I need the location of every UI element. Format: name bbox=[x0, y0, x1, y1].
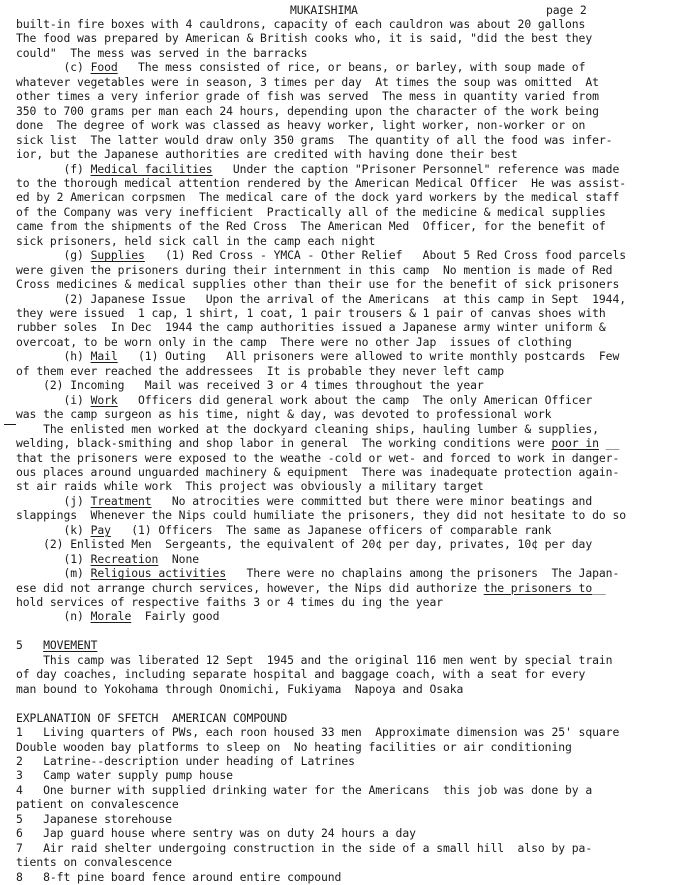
text-span: (2) Japanese Issue Upon the arrival of the Americans at this camp in Sept 1944, bbox=[16, 291, 626, 306]
text-span: 6 Jap guard house where sentry was on duty 24 hours a day bbox=[16, 826, 416, 841]
text-span: EXPLANATION OF SFETCH AMERICAN COMPOUND bbox=[16, 710, 288, 725]
text-span: came from the shipments of the Red Cross The American Med Officer, for the benefit of bbox=[16, 219, 606, 234]
text-span: (c) bbox=[16, 60, 91, 75]
text-span: The enlisted men worked at the dockyard cleaning ships, hauling lumber & supplies, bbox=[16, 421, 599, 436]
text-span: welding, black-smithing and shop labor in general The working conditions were bbox=[16, 436, 552, 451]
underlined-heading: Pay bbox=[90, 522, 111, 537]
underlined-heading: MOVEMENT bbox=[43, 638, 98, 653]
text-span: built-in fire boxes with 4 cauldrons, capacity of each cauldron was about 20 gallons bbox=[16, 17, 586, 31]
text-span: could" The mess was served in the barracks bbox=[16, 45, 308, 60]
text-span: (k) bbox=[16, 522, 91, 537]
text-span: 5 Japanese storehouse bbox=[16, 811, 172, 826]
text-span: 4 One burner with supplied drinking water for the Americans this job was done by a bbox=[16, 782, 593, 797]
text-span: (i) bbox=[16, 392, 91, 407]
text-line bbox=[16, 869, 341, 885]
text-span: Under the caption "Prisoner Personnel" reference was made bbox=[212, 161, 620, 176]
text-span: ous places around unguarded machinery & equipment There was inadequate protection again- bbox=[16, 464, 620, 479]
underlined-heading: poor in bbox=[551, 436, 599, 451]
text-span: (j) bbox=[16, 493, 91, 508]
text-span: of the Company was very inefficient Practically all of the medicine & medical supplies bbox=[16, 204, 606, 219]
text-span: (2) Incoming Mail was received 3 or 4 times throughout the year bbox=[16, 378, 484, 393]
margin-dash-mark bbox=[4, 424, 16, 425]
text-line bbox=[16, 608, 219, 624]
text-span: man bound to Yokohama through Onomichi, Fukiyama Napoya and Osaka bbox=[16, 681, 464, 696]
underlined-heading: Morale bbox=[90, 609, 132, 624]
text-span: This camp was liberated 12 Sept 1945 and the original 116 men went by special train bbox=[16, 652, 613, 667]
text-span: 8 8-ft pine board fence around entire compound bbox=[16, 869, 342, 884]
text-span: 3 Camp water supply pump house bbox=[16, 768, 233, 783]
text-span: patient on convalescence bbox=[16, 797, 179, 812]
text-span: No atrocities were committed but there were minor beatings and bbox=[151, 493, 593, 508]
text-span: slappings Whenever the Nips could humiliate the prisoners, they did not hesitate to do so bbox=[16, 508, 626, 523]
text-span: (g) bbox=[16, 248, 91, 263]
text-span: (1) Officers The same as Japanese officers of comparable rank bbox=[110, 522, 552, 537]
text-span: hold services of respective faiths 3 or 4 times du ing the year bbox=[16, 595, 443, 609]
text-span: overcoat, to be worn only in the camp There were no other Jap issues of clothing bbox=[16, 334, 572, 349]
text-span: None bbox=[158, 551, 200, 566]
underlined-heading: Food bbox=[90, 60, 118, 75]
text-span: of day coaches, including separate hospital and baggage coach, with a seat for every bbox=[16, 667, 586, 682]
text-span: done The degree of work was classed as heavy worker, light worker, non-worker or on bbox=[16, 118, 586, 133]
text-span: were given the prisoners during their internment in this camp No mention is made of Red bbox=[16, 262, 613, 277]
text-span: other times a very inferior grade of fish was served The mess in quantity varied from bbox=[16, 89, 599, 104]
text-span: whatever vegetables were in season, 3 times per day At times the soup was omitted At bbox=[16, 74, 599, 89]
text-span: (1) Red Cross - YMCA - Other Relief About 5 Red Cross food parcels bbox=[144, 248, 627, 263]
text-span: 2 Latrine--description under heading of Latrines bbox=[16, 753, 355, 768]
text-span: was the camp surgeon as his time, night & day, was devoted to professional work bbox=[16, 407, 552, 422]
text-span: to the thorough medical attention rendered by the American Medical Officer He was assist- bbox=[16, 175, 626, 190]
text-span: st air raids while work This project was obviously a military target bbox=[16, 479, 484, 494]
text-line bbox=[16, 681, 463, 697]
text-span: (m) bbox=[16, 566, 91, 581]
text-span: they were issued 1 cap, 1 shirt, 1 coat, 1 pair trousers & 1 pair of canvas shoes with bbox=[16, 306, 606, 320]
text-span: ese did not arrange church services, however, the Nips did authorize bbox=[16, 580, 484, 595]
text-span: that the prisoners were exposed to the weathe -cold or wet- and forced to work in danger- bbox=[16, 450, 620, 465]
text-span: 7 Air raid shelter undergoing construction in the side of a small hill also by pa- bbox=[16, 840, 593, 855]
text-span: sick prisoners, held sick call in the camp each night bbox=[16, 233, 376, 248]
underlined-heading: Recreation bbox=[90, 551, 159, 566]
text-span: 350 to 700 grams per man each 24 hours, depending upon the character of the work being bbox=[16, 103, 599, 118]
page-title: MUKAISHIMA bbox=[290, 3, 358, 17]
text-span: __ bbox=[592, 580, 606, 595]
text-span: Double wooden bay platforms to sleep on No heating facilities or air conditioning bbox=[16, 739, 572, 754]
underlined-heading: Religious activities bbox=[90, 566, 227, 581]
text-span: __ bbox=[598, 436, 620, 451]
text-span: Cross medicines & medical supplies other than their use for the benefit of sick prisoners bbox=[16, 277, 620, 292]
text-span: Fairly good bbox=[131, 609, 220, 624]
underlined-heading: Medical facilities bbox=[90, 161, 213, 176]
text-span: sick list The latter would draw only 350 grams The quantity of all the food was infer- bbox=[16, 132, 613, 147]
text-span: (n) bbox=[16, 609, 91, 624]
text-span: 5 bbox=[16, 638, 44, 653]
text-span: (h) bbox=[16, 349, 91, 364]
text-span: ed by 2 American corpsmen The medical care of the dock yard workers by the medical staff bbox=[16, 190, 620, 205]
text-span: (1) Outing All prisoners were allowed to write monthly postcards Few bbox=[117, 349, 620, 364]
text-span: (f) bbox=[16, 161, 91, 176]
text-span: There were no chaplains among the prisoners The Japan- bbox=[226, 566, 620, 581]
text-span: of them ever reached the addressees It is probable they never left camp bbox=[16, 363, 504, 378]
text-span: rubber soles In Dec 1944 the camp authorities issued a Japanese army winter uniform & bbox=[16, 320, 606, 335]
text-span: The mess consisted of rice, or beans, or barley, with soup made of bbox=[117, 60, 586, 75]
text-span: The food was prepared by American & British cooks who, it is said, "did the best they bbox=[16, 31, 593, 46]
page-number: page 2 bbox=[546, 3, 587, 17]
text-span: 1 Living quarters of PWs, each roon housed 33 men Approximate dimension was 25' square bbox=[16, 725, 620, 740]
text-span: (2) Enlisted Men Sergeants, the equivalent of 20¢ per day, privates, 10¢ per day bbox=[16, 537, 593, 552]
underlined-heading: the prisoners to bbox=[483, 580, 593, 595]
text-span: (1) bbox=[16, 551, 91, 566]
underlined-heading: Supplies bbox=[90, 248, 145, 263]
text-span: Officers did general work about the camp The only American Officer bbox=[117, 392, 593, 407]
underlined-heading: Treatment bbox=[90, 493, 152, 508]
underlined-heading: Work bbox=[90, 392, 118, 407]
text-span: ior, but the Japanese authorities are credited with having done their best bbox=[16, 147, 518, 162]
text-span: tients on convalescence bbox=[16, 855, 172, 870]
underlined-heading: Mail bbox=[90, 349, 118, 364]
